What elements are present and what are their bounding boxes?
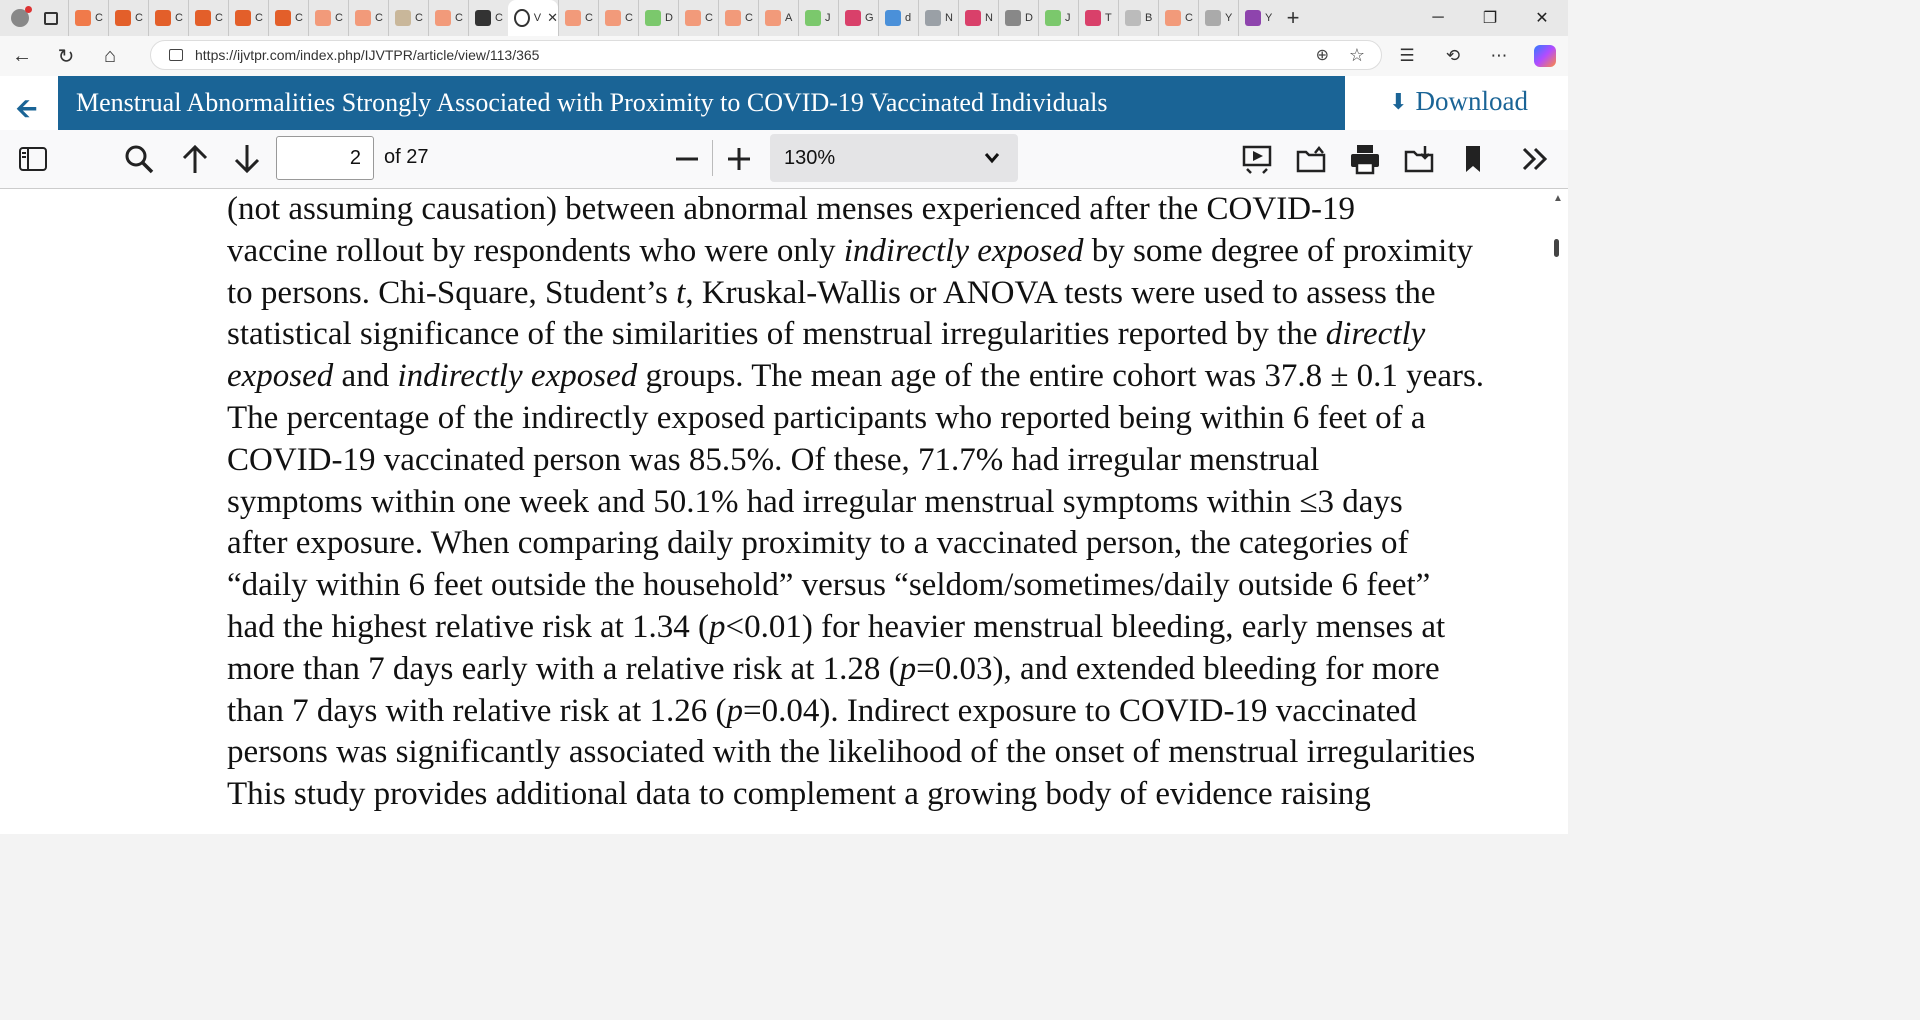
- text-line: symptoms within one week and 50.1% had irregular menstrual symptoms within ≤3 days: [227, 483, 1403, 520]
- text-line: than 7 days with relative risk at 1.26 (p=0.04). Indirect exposure to COVID-19 vaccinated: [227, 692, 1417, 729]
- back-to-article-icon[interactable]: 🡨: [16, 93, 38, 123]
- tab-label: C: [625, 12, 633, 24]
- close-tab-icon[interactable]: ✕: [547, 10, 558, 25]
- browser-tab[interactable]: [228, 0, 268, 36]
- text-line: vaccine rollout by respondents who were only indirectly exposed by some degree of proximity: [227, 232, 1474, 269]
- browser-tab[interactable]: [268, 0, 308, 36]
- tab-favicon-icon: [765, 10, 781, 26]
- close-icon[interactable]: ✕: [1535, 10, 1549, 27]
- presentation-mode-icon[interactable]: [1240, 142, 1274, 176]
- browser-tab[interactable]: [1118, 0, 1158, 36]
- browser-tab[interactable]: [878, 0, 918, 36]
- open-file-icon[interactable]: [1294, 142, 1328, 176]
- tab-favicon-icon: [115, 10, 131, 26]
- url-text[interactable]: https://ijvtpr.com/index.php/IJVTPR/article/view/113/365: [195, 47, 540, 63]
- tab-label: C: [745, 12, 753, 24]
- tab-label: A: [785, 12, 793, 24]
- back-button[interactable]: ←: [12, 44, 32, 67]
- browser-tab[interactable]: [958, 0, 998, 36]
- browser-tab[interactable]: [348, 0, 388, 36]
- search-icon[interactable]: [122, 142, 156, 176]
- tab-label: C: [335, 12, 343, 24]
- tab-list: [68, 0, 1278, 36]
- tab-favicon-icon: [475, 10, 491, 26]
- browser-tab[interactable]: [308, 0, 348, 36]
- browser-tab[interactable]: [428, 0, 468, 36]
- text-line: more than 7 days early with a relative risk at 1.28 (p=0.03), and extended bleeding for more: [227, 650, 1440, 687]
- favorites-icon[interactable]: ☰: [1399, 46, 1415, 65]
- tab-label: Y: [1265, 12, 1273, 24]
- text-line: had the highest relative risk at 1.34 (p<0.01) for heavier menstrual bleeding, early menses at: [227, 608, 1446, 645]
- tab-label: d: [905, 12, 912, 24]
- browser-tab[interactable]: [718, 0, 758, 36]
- favorite-star-icon[interactable]: ☆: [1348, 44, 1365, 65]
- text-line: The percentage of the indirectly exposed participants who reported being within 6 feet of a: [227, 399, 1426, 436]
- tab-favicon-icon: [435, 10, 451, 26]
- tab-label: C: [585, 12, 593, 24]
- tab-favicon-icon: [315, 10, 331, 26]
- tab-favicon-icon: [885, 10, 901, 26]
- tab-favicon-icon: [1245, 10, 1261, 26]
- tab-label: C: [415, 12, 423, 24]
- pdf-toolbar: [0, 130, 1568, 189]
- download-label: Download: [1415, 86, 1528, 116]
- tab-label: C: [215, 12, 223, 24]
- zoom-out-icon[interactable]: [670, 142, 704, 176]
- address-bar[interactable]: [150, 40, 1382, 70]
- tab-favicon-icon: [685, 10, 701, 26]
- article-title[interactable]: Menstrual Abnormalities Strongly Associated with Proximity to COVID-19 Vaccinated Individuals: [76, 88, 1108, 117]
- tab-favicon-icon: [155, 10, 171, 26]
- pdf-page-text: [227, 189, 1547, 816]
- text-line: exposed and indirectly exposed groups. The mean age of the entire cohort was 37.8 ± 0.1 years.: [227, 358, 1485, 395]
- text-line: (not assuming causation) between abnormal menses experienced after the COVID-19: [227, 191, 1356, 227]
- tools-expand-icon[interactable]: [1518, 142, 1552, 176]
- browser-tab[interactable]: [998, 0, 1038, 36]
- tab-label: J: [1065, 12, 1071, 24]
- tab-favicon-icon: [395, 10, 411, 26]
- browser-tab[interactable]: [838, 0, 878, 36]
- browser-tab[interactable]: [1038, 0, 1078, 36]
- scroll-up-icon[interactable]: ▲: [1553, 193, 1563, 204]
- browser-tab[interactable]: [678, 0, 718, 36]
- tab-label: G: [865, 12, 874, 24]
- download-icon: ⬇: [1389, 88, 1408, 114]
- tab-label: C: [495, 12, 503, 24]
- tab-label: C: [705, 12, 713, 24]
- tab-favicon-icon: [925, 10, 941, 26]
- tab-favicon-icon: [355, 10, 371, 26]
- tab-favicon-icon: [1165, 10, 1181, 26]
- article-title-bar[interactable]: [58, 76, 1345, 130]
- tab-favicon-icon: [565, 10, 581, 26]
- home-button[interactable]: ⌂: [103, 44, 117, 67]
- page-count-label: of 27: [384, 146, 429, 168]
- zoom-value: 130%: [784, 147, 836, 169]
- text-line: This study provides additional data to complement a growing body of evidence raising: [227, 776, 1371, 813]
- next-page-icon[interactable]: [230, 142, 264, 176]
- tab-label: C: [295, 12, 303, 24]
- browser-tab[interactable]: [1078, 0, 1118, 36]
- tab-active[interactable]: [508, 0, 558, 36]
- browser-tab[interactable]: [1198, 0, 1238, 36]
- refresh-button[interactable]: ↻: [57, 45, 75, 68]
- tab-favicon-icon: [195, 10, 211, 26]
- restore-icon[interactable]: ❐: [1482, 10, 1498, 27]
- zoom-icon[interactable]: ⊕: [1315, 47, 1329, 64]
- tab-favicon-icon: [1125, 10, 1141, 26]
- journal-header: [0, 76, 1568, 130]
- tab-label: C: [375, 12, 383, 24]
- tab-label: B: [1145, 12, 1153, 24]
- scrollbar[interactable]: [1548, 189, 1568, 834]
- tab-label: N: [985, 12, 993, 24]
- sidebar-toggle-icon[interactable]: [16, 142, 50, 176]
- tab-label: T: [1105, 12, 1112, 24]
- tab-label: D: [665, 12, 673, 24]
- tab-favicon-icon: [75, 10, 91, 26]
- bookmark-icon[interactable]: [1456, 142, 1490, 176]
- text-line: to persons. Chi-Square, Student’s t, Kruskal-Wallis or ANOVA tests were used to assess the: [227, 274, 1436, 311]
- tab-label: C: [95, 12, 103, 24]
- zoom-in-icon[interactable]: [722, 142, 756, 176]
- browser-tab[interactable]: [758, 0, 798, 36]
- browser-tab[interactable]: [188, 0, 228, 36]
- browser-tab[interactable]: [638, 0, 678, 36]
- browser-tab[interactable]: [918, 0, 958, 36]
- tab-label: N: [945, 12, 953, 24]
- pdf-viewer[interactable]: [0, 189, 1568, 834]
- tab-favicon-icon: [1205, 10, 1221, 26]
- browser-tab[interactable]: [468, 0, 508, 36]
- browser-tab[interactable]: [798, 0, 838, 36]
- tab-favicon-icon: [605, 10, 621, 26]
- download-link[interactable]: [1389, 86, 1528, 117]
- notification-dot: [25, 6, 32, 13]
- browser-tab[interactable]: [108, 0, 148, 36]
- minimize-icon[interactable]: ─: [1432, 9, 1444, 26]
- toolbar-separator: [712, 140, 713, 176]
- window-controls: [1412, 0, 1568, 36]
- page-number-input[interactable]: 2: [276, 136, 374, 180]
- new-tab-button[interactable]: +: [1286, 5, 1300, 30]
- scrollbar-thumb[interactable]: [1554, 239, 1559, 257]
- tab-favicon-icon: [235, 10, 251, 26]
- text-line: statistical significance of the similarities of menstrual irregularities reported by the directly: [227, 316, 1426, 353]
- tab-label: V: [533, 12, 542, 24]
- browser-tab[interactable]: [68, 0, 108, 36]
- browser-tab[interactable]: [558, 0, 598, 36]
- browser-tab-strip: [0, 0, 1568, 36]
- tab-label: D: [1025, 12, 1033, 24]
- browser-tab[interactable]: [1158, 0, 1198, 36]
- tab-favicon-icon: [514, 9, 530, 27]
- more-menu-icon[interactable]: ⋯: [1490, 46, 1508, 65]
- tab-label: C: [135, 12, 143, 24]
- lock-icon[interactable]: [169, 49, 183, 61]
- tab-label: C: [1185, 12, 1193, 24]
- tab-favicon-icon: [1045, 10, 1061, 26]
- tab-actions-icon[interactable]: [44, 12, 58, 25]
- browser-tab[interactable]: [148, 0, 188, 36]
- tab-label: C: [455, 12, 463, 24]
- text-line: after exposure. When comparing daily proximity to a vaccinated person, the categories of: [227, 525, 1409, 562]
- tab-label: C: [255, 12, 263, 24]
- tab-label: C: [175, 12, 183, 24]
- previous-page-icon[interactable]: [178, 142, 212, 176]
- history-icon[interactable]: ⟲: [1445, 46, 1461, 65]
- tab-favicon-icon: [275, 10, 291, 26]
- browser-tab[interactable]: [388, 0, 428, 36]
- tab-favicon-icon: [1005, 10, 1021, 26]
- browser-tab[interactable]: [1238, 0, 1278, 36]
- tab-favicon-icon: [1085, 10, 1101, 26]
- tab-favicon-icon: [805, 10, 821, 26]
- navigation-bar: [0, 36, 1568, 76]
- copilot-icon[interactable]: [1534, 45, 1556, 67]
- tab-label: Y: [1225, 12, 1233, 24]
- profile-avatar[interactable]: [0, 0, 40, 36]
- tab-favicon-icon: [725, 10, 741, 26]
- tab-favicon-icon: [845, 10, 861, 26]
- text-line: “daily within 6 feet outside the household” versus “seldom/sometimes/daily outside 6 feet”: [227, 567, 1431, 604]
- tab-label: J: [825, 12, 831, 24]
- save-icon[interactable]: [1402, 142, 1436, 176]
- browser-tab[interactable]: [598, 0, 638, 36]
- text-line: COVID-19 vaccinated person was 85.5%. Of these, 71.7% had irregular menstrual: [227, 441, 1320, 478]
- zoom-select[interactable]: [770, 134, 1018, 182]
- print-icon[interactable]: [1348, 142, 1382, 176]
- text-line: persons was significantly associated with the likelihood of the onset of menstrual irregularities: [227, 734, 1476, 771]
- tab-favicon-icon: [645, 10, 661, 26]
- tab-favicon-icon: [965, 10, 981, 26]
